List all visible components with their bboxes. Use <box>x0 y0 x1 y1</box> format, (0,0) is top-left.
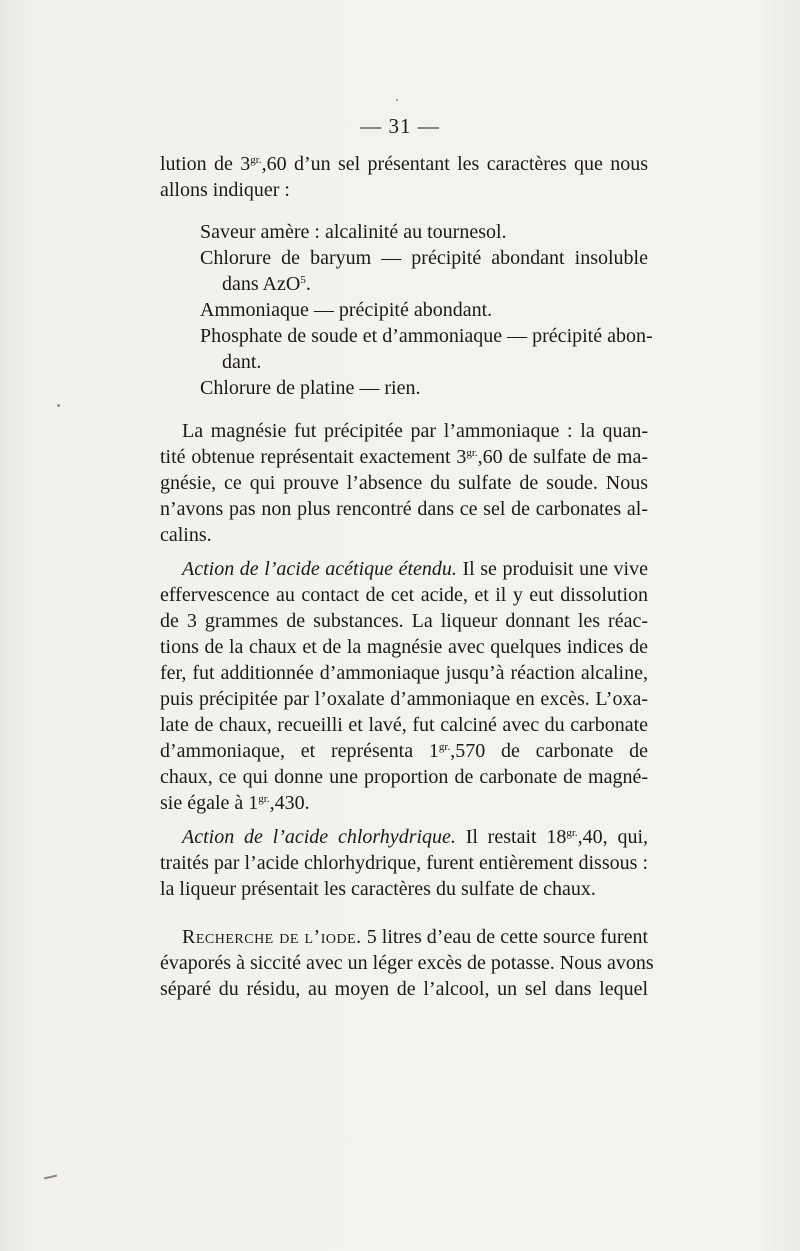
list-item: Phosphate de soude et d’ammoniaque — précipité abon- <box>200 325 653 347</box>
formula-superscript: 5 <box>300 274 306 286</box>
text-line <box>160 444 648 470</box>
scan-mark <box>44 1175 57 1180</box>
text-line <box>160 556 648 582</box>
text-line: séparé du résidu, au moyen de l’alcool, un sel dans lequel <box>160 978 648 1000</box>
text-run: tité obtenue représentait exactement 3 <box>160 446 467 468</box>
text-line <box>160 824 648 850</box>
text-run: Il se produisit une vive <box>456 558 648 580</box>
paragraph-acetic-acid <box>160 556 648 816</box>
text-line: tions de la chaux et de la magnésie avec quelques indices de <box>160 636 648 658</box>
text-run: ,570 de carbonate de <box>450 740 649 762</box>
text-run: ,40, qui, <box>577 826 648 848</box>
section-heading: Recherche de l’iode. <box>182 926 362 948</box>
properties-list <box>160 219 653 401</box>
list-item-continuation <box>160 271 648 297</box>
text-line: La magnésie fut précipitée par l’ammoniaque : la quan- <box>182 420 648 442</box>
text-line: traités par l’acide chlorhydrique, furent entièrement dissous : <box>160 852 648 874</box>
text-line: fer, fut additionnée d’ammoniaque jusqu’à réaction alcaline, <box>160 662 648 684</box>
text-run: Il restait 18 <box>455 826 567 848</box>
list-item: Ammoniaque — précipité abondant. <box>200 299 493 321</box>
text-line: évaporés à siccité avec un léger excès de potasse. Nous avons <box>160 952 654 974</box>
text-line <box>160 790 648 816</box>
unit-superscript: gr. <box>258 793 270 805</box>
text-line: de 3 grammes de substances. La liqueur donnant les réac- <box>160 610 648 632</box>
text-run: sie égale à 1 <box>160 792 259 814</box>
text-line <box>160 924 648 950</box>
list-item: Saveur amère : alcalinité au tournesol. <box>200 221 507 243</box>
list-item-continuation: dant. <box>222 351 262 373</box>
unit-superscript: gr. <box>250 154 262 166</box>
unit-superscript: gr. <box>438 741 451 753</box>
paragraph-magnesia <box>160 418 648 548</box>
text-run: lution de 3 <box>160 153 251 175</box>
list-item: Chlorure de platine — rien. <box>200 377 421 399</box>
text-line <box>160 738 648 764</box>
unit-superscript: gr. <box>466 447 478 459</box>
text-line <box>160 151 648 177</box>
text-run: ,60 de sulfate de ma- <box>477 446 648 468</box>
text-run: d’ammoniaque, et représenta 1 <box>160 740 439 762</box>
section-heading: Action de l’acide chlorhydrique. <box>182 826 456 848</box>
paragraph-intro <box>160 151 648 203</box>
text-run: ,60 d’un sel présentant les caractères que nous <box>261 153 648 175</box>
text-run: ,430. <box>269 792 310 814</box>
page-number: — 31 — <box>360 114 440 138</box>
text-line: gnésie, ce qui prouve l’absence du sulfate de soude. Nous <box>160 472 648 494</box>
text-run: dans AzO <box>222 273 301 295</box>
text-line: puis précipitée par l’oxalate d’ammoniaque en excès. L’oxa- <box>160 688 648 710</box>
list-item: Chlorure de baryum — précipité abondant insoluble <box>200 247 648 269</box>
text-line: late de chaux, recueilli et lavé, fut calciné avec du carbonate <box>160 714 648 736</box>
paragraph-hydrochloric-acid <box>160 824 648 902</box>
text-line: effervescence au contact de cet acide, et il y eut dissolution <box>160 584 648 606</box>
text-run: 5 litres d’eau de cette source furent <box>361 926 648 948</box>
text-line: allons indiquer : <box>160 179 290 201</box>
text-line: chaux, ce qui donne une proportion de carbonate de magné- <box>160 766 648 788</box>
unit-superscript: gr. <box>566 827 578 839</box>
scan-speck <box>396 99 398 101</box>
scan-speck <box>57 404 60 407</box>
section-heading: Action de l’acide acétique étendu. <box>182 558 457 580</box>
text-line: n’avons pas non plus rencontré dans ce sel de carbonates al- <box>160 498 648 520</box>
paragraph-iodine <box>160 924 654 1002</box>
text-run: . <box>305 273 311 295</box>
text-line: calins. <box>160 524 212 546</box>
text-line: la liqueur présentait les caractères du sulfate de chaux. <box>160 878 596 900</box>
